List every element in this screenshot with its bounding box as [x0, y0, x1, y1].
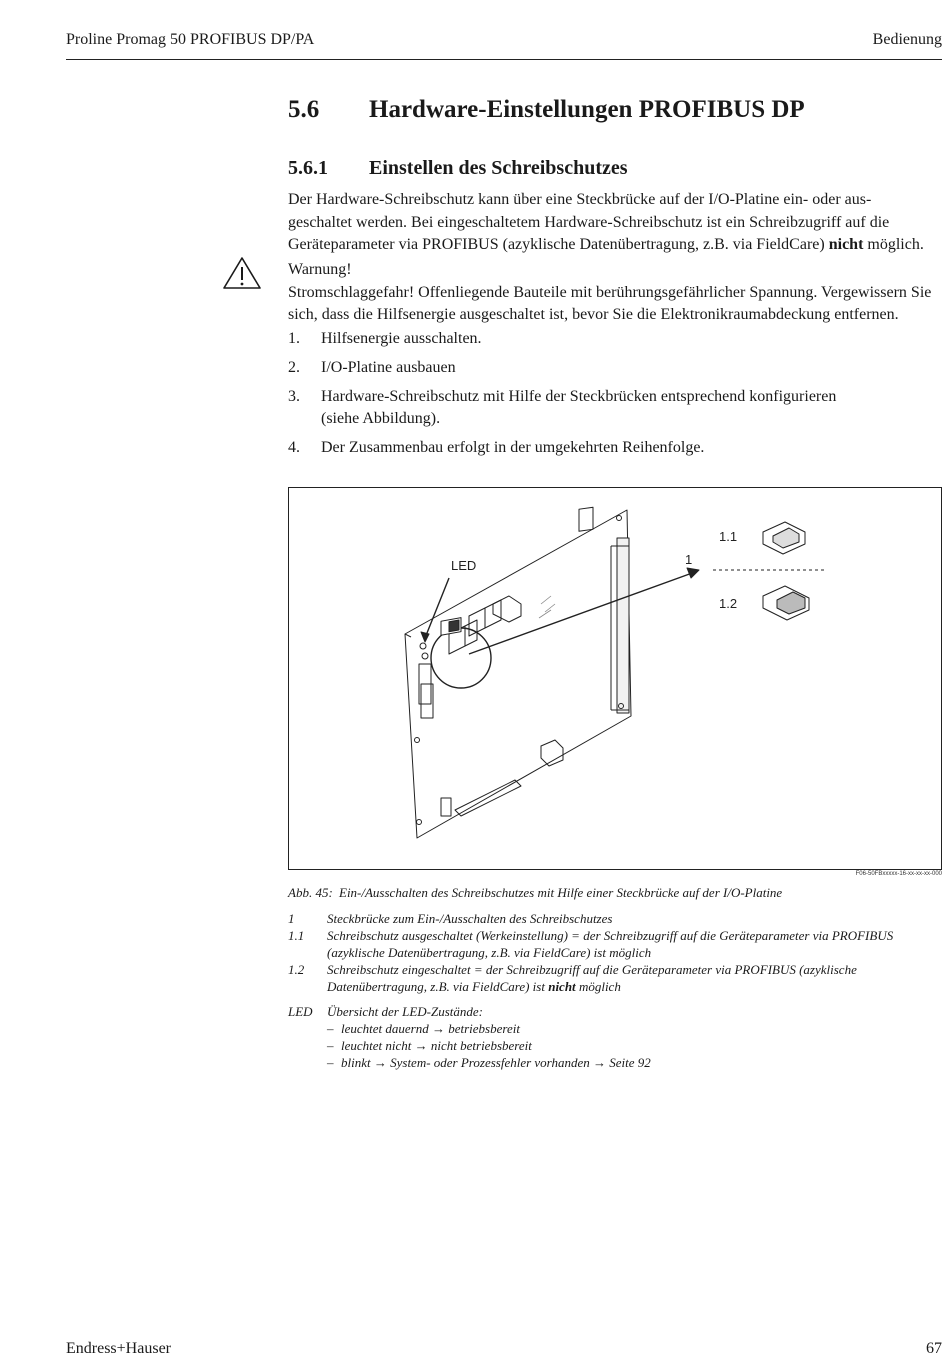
running-header-chapter: Bedienung: [872, 31, 942, 48]
arrow-icon: →: [373, 1055, 387, 1070]
section-heading: [288, 96, 805, 124]
step-item: 3. Hardware-Schreibschutz mit Hilfe der Steckbrücken entsprechend konfigurieren (siehe Abbildung).: [288, 388, 837, 427]
figure-reference-code: F06-50FBxxxxx-16-xx-xx-xx-000: [855, 871, 942, 877]
intro-paragraph: [288, 189, 942, 257]
arrow-icon: →: [593, 1055, 607, 1070]
legend-item: 1 Steckbrücke zum Ein-/Ausschalten des Schreibschutzes: [288, 911, 613, 926]
label-led: LED: [451, 558, 477, 573]
led-key: LED: [288, 1004, 313, 1019]
figure-caption: [288, 884, 942, 901]
figure-frame: [288, 487, 942, 870]
caption-text: Ein-/Ausschalten des Schreibschutzes mit Hilfe einer Steckbrücke auf der I/O-Platine: [339, 885, 783, 900]
header-rule: [66, 59, 942, 60]
subsection-heading: [288, 157, 628, 180]
intro-line: Geräteparameter via PROFIBUS (azyklische Datenübertragung, z.B. via FieldCare) nicht möglich.: [288, 236, 924, 253]
step-item: 4. Der Zusammenbau erfolgt in der umgekehrten Reihenfolge.: [288, 439, 705, 456]
intro-line: Der Hardware-Schreibschutz kann über eine Steckbrücke auf der I/O-Platine ein- oder aus-: [288, 191, 872, 208]
warning-block: [288, 259, 942, 327]
arrow-icon: →: [414, 1038, 428, 1053]
label-jumper: 1: [685, 552, 693, 567]
warning-text: Stromschlaggefahr! Offenliegende Bauteile mit berührungsgefährlicher Spannung. Vergewissern Sie: [288, 283, 932, 301]
led-states-block: [288, 1003, 942, 1071]
step-item: 2. I/O-Platine ausbauen: [288, 359, 456, 376]
led-state-item: – blinkt → System- oder Prozessfehler vorhanden → Seite 92: [327, 1055, 651, 1070]
page-number: 67: [926, 1340, 942, 1357]
running-header-title: Proline Promag 50 PROFIBUS DP/PA: [66, 31, 315, 48]
figure-legend: [288, 910, 942, 995]
jumper-closed-illustration: [763, 586, 809, 620]
io-board-drawing: [289, 488, 943, 871]
subsection-number: 5.6.1: [288, 157, 328, 179]
page-reference-link[interactable]: Seite 92: [609, 1055, 651, 1070]
section-title: Hardware-Einstellungen PROFIBUS DP: [369, 96, 805, 123]
label-pos-1-1: 1.1: [719, 529, 738, 544]
caption-number: Abb. 45:: [288, 885, 333, 900]
label-pos-1-2: 1.2: [719, 596, 738, 611]
warning-triangle-icon: [222, 256, 262, 290]
legend-item: 1.1 Schreibschutz ausgeschaltet (Werkeinstellung) = der Schreibzugriff auf die Geräteparameter via PROFIBUS (azyklische Datenübertragung, z.B. via FieldCare) ist möglich: [288, 928, 894, 960]
jumper-open-illustration: [763, 522, 805, 554]
emphasis-nicht: nicht: [828, 236, 864, 253]
led-state-item: – leuchtet nicht → nicht betriebsbereit: [327, 1038, 532, 1053]
intro-line: geschaltet werden. Bei eingeschaltetem Hardware-Schreibschutz ist ein Schreibzugriff auf die: [288, 213, 890, 231]
warning-text: sich, dass die Hilfsenergie ausgeschaltet ist, bevor Sie die Elektronikraumabdeckung entfernen.: [288, 306, 899, 323]
step-item: 1. Hilfsenergie ausschalten.: [288, 330, 482, 347]
section-number: 5.6: [288, 96, 320, 123]
led-states-title: Übersicht der LED-Zustände:: [327, 1004, 483, 1019]
warning-title: Warnung!: [288, 261, 352, 278]
footer-company: Endress+Hauser: [66, 1340, 171, 1357]
arrow-icon: →: [431, 1021, 445, 1036]
procedure-steps: [288, 328, 888, 466]
emphasis-nicht: nicht: [548, 979, 576, 994]
subsection-title: Einstellen des Schreibschutzes: [369, 157, 628, 179]
led-state-item: – leuchtet dauernd → betriebsbereit: [327, 1021, 520, 1036]
legend-item: 1.2 Schreibschutz eingeschaltet = der Schreibzugriff auf die Geräteparameter via PROFIBUS (azyklische Datenübertragung, z.B. via FieldCare) ist nicht möglich: [288, 962, 857, 994]
